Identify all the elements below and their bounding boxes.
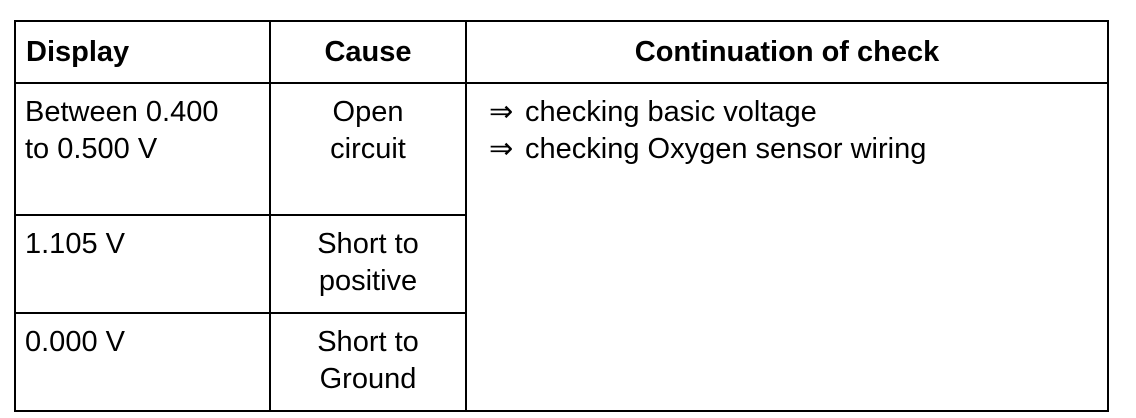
- cause-cell: [270, 313, 466, 411]
- implies-arrow-icon: ⇒: [489, 133, 514, 165]
- cause-line: Open: [332, 96, 404, 128]
- continuation-text: checking basic voltage: [525, 96, 817, 128]
- display-cell: [15, 83, 270, 215]
- header-display: Display: [15, 21, 270, 83]
- display-cell: [15, 215, 270, 313]
- cause-line: Short to: [317, 326, 419, 358]
- cause-line: circuit: [330, 133, 406, 165]
- cause-cell: [270, 83, 466, 215]
- display-line: 0.000 V: [25, 326, 125, 358]
- continuation-text: checking Oxygen sensor wiring: [525, 133, 927, 165]
- table-row: [15, 83, 1108, 215]
- continuation-item: [489, 94, 1107, 131]
- continuation-cell: [466, 83, 1108, 411]
- display-line: to 0.500 V: [25, 133, 158, 165]
- cause-cell: [270, 215, 466, 313]
- display-cell: [15, 313, 270, 411]
- diagnosis-table: [14, 20, 1109, 412]
- continuation-item: [489, 131, 1107, 168]
- cause-line: positive: [318, 265, 418, 297]
- implies-arrow-icon: ⇒: [489, 96, 514, 128]
- display-line: 1.105 V: [25, 228, 125, 260]
- header-cause: Cause: [270, 21, 466, 83]
- cause-line: Short to: [317, 228, 419, 260]
- header-continuation: Continuation of check: [466, 21, 1108, 83]
- table-header-row: [15, 21, 1108, 83]
- display-line: Between 0.400: [25, 96, 219, 128]
- cause-line: Ground: [319, 363, 417, 395]
